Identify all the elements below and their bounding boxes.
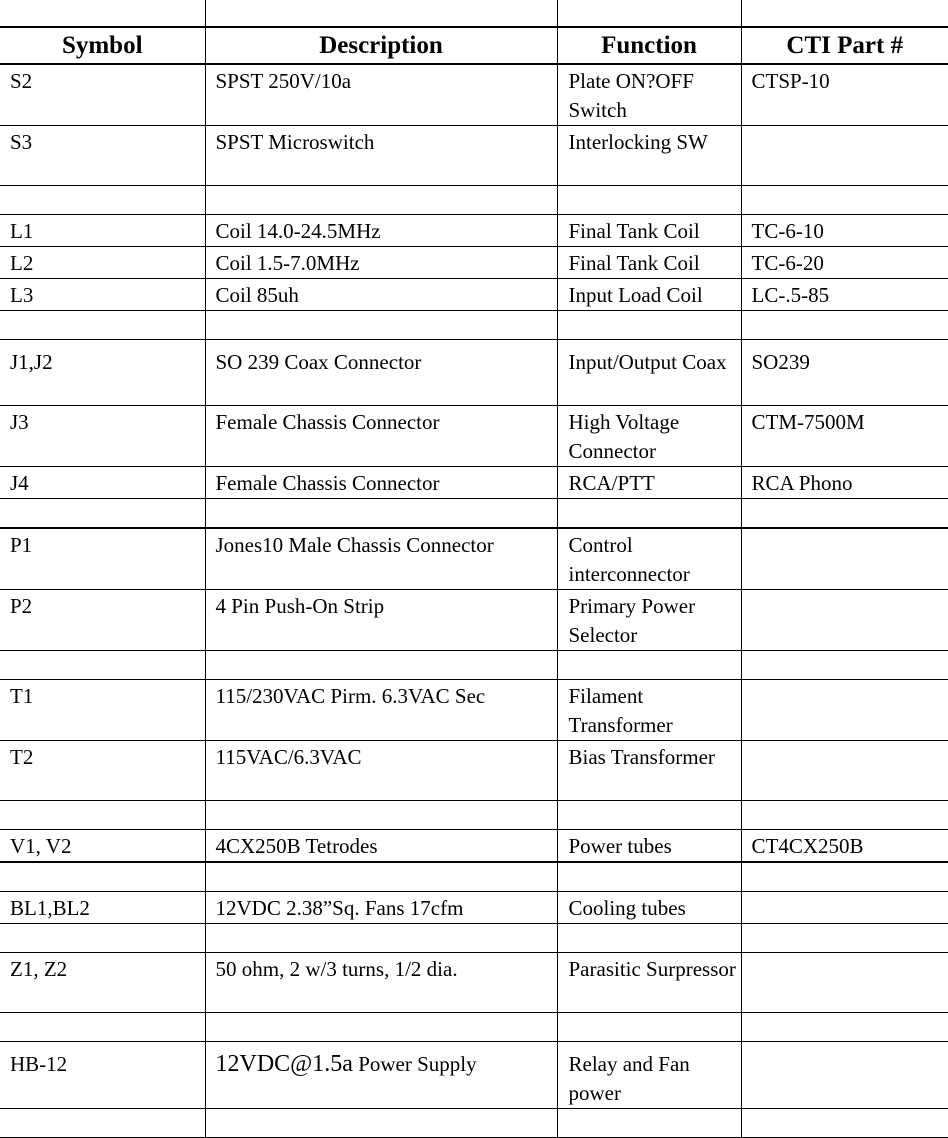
header-cti-part: CTI Part # [741,27,948,64]
table-row: J3 Female Chassis Connector High Voltage Connector CTM-7500M [0,406,948,467]
table-row: S3 SPST Microswitch Interlocking SW [0,126,948,186]
table-row: L3 Coil 85uh Input Load Coil LC-.5-85 [0,279,948,311]
table-row-blank [0,1109,948,1138]
table-row: P1 Jones10 Male Chassis Connector Control interconnector [0,528,948,590]
table-row: S2 SPST 250V/10a Plate ON?OFF Switch CTSP-10 [0,64,948,126]
table-row: Z1, Z2 50 ohm, 2 w/3 turns, 1/2 dia. Parasitic Surpressor [0,953,948,1013]
table-row: T2 115VAC/6.3VAC Bias Transformer [0,741,948,801]
table-row-blank [0,499,948,529]
table-row: L1 Coil 14.0-24.5MHz Final Tank Coil TC-6-10 [0,215,948,247]
table-row-blank [0,801,948,830]
table-row: L2 Coil 1.5-7.0MHz Final Tank Coil TC-6-20 [0,247,948,279]
table-row-blank [0,1013,948,1042]
table-row: BL1,BL2 12VDC 2.38”Sq. Fans 17cfm Cooling tubes [0,892,948,924]
table-row-blank [0,862,948,892]
header-description: Description [205,27,557,64]
table-header-row [0,27,948,64]
table-row: P2 4 Pin Push-On Strip Primary Power Selector [0,590,948,651]
table-row: T1 115/230VAC Pirm. 6.3VAC Sec Filament Transformer [0,680,948,741]
table-row: HB-12 12VDC@1.5a Power Supply Relay and Fan power [0,1042,948,1109]
header-function: Function [557,27,741,64]
table-row: V1, V2 4CX250B Tetrodes Power tubes CT4CX250B [0,830,948,863]
table-row-blank [0,651,948,680]
header-symbol: Symbol [0,27,205,64]
table-row: J1,J2 SO 239 Coax Connector Input/Output Coax SO239 [0,340,948,406]
table-row-blank [0,311,948,340]
table-top-spacer-row [0,0,948,27]
table-row-blank [0,924,948,953]
table-row-blank [0,186,948,215]
table-row: J4 Female Chassis Connector RCA/PTT RCA Phono [0,467,948,499]
description-cell: 12VDC@1.5a Power Supply [205,1042,557,1109]
